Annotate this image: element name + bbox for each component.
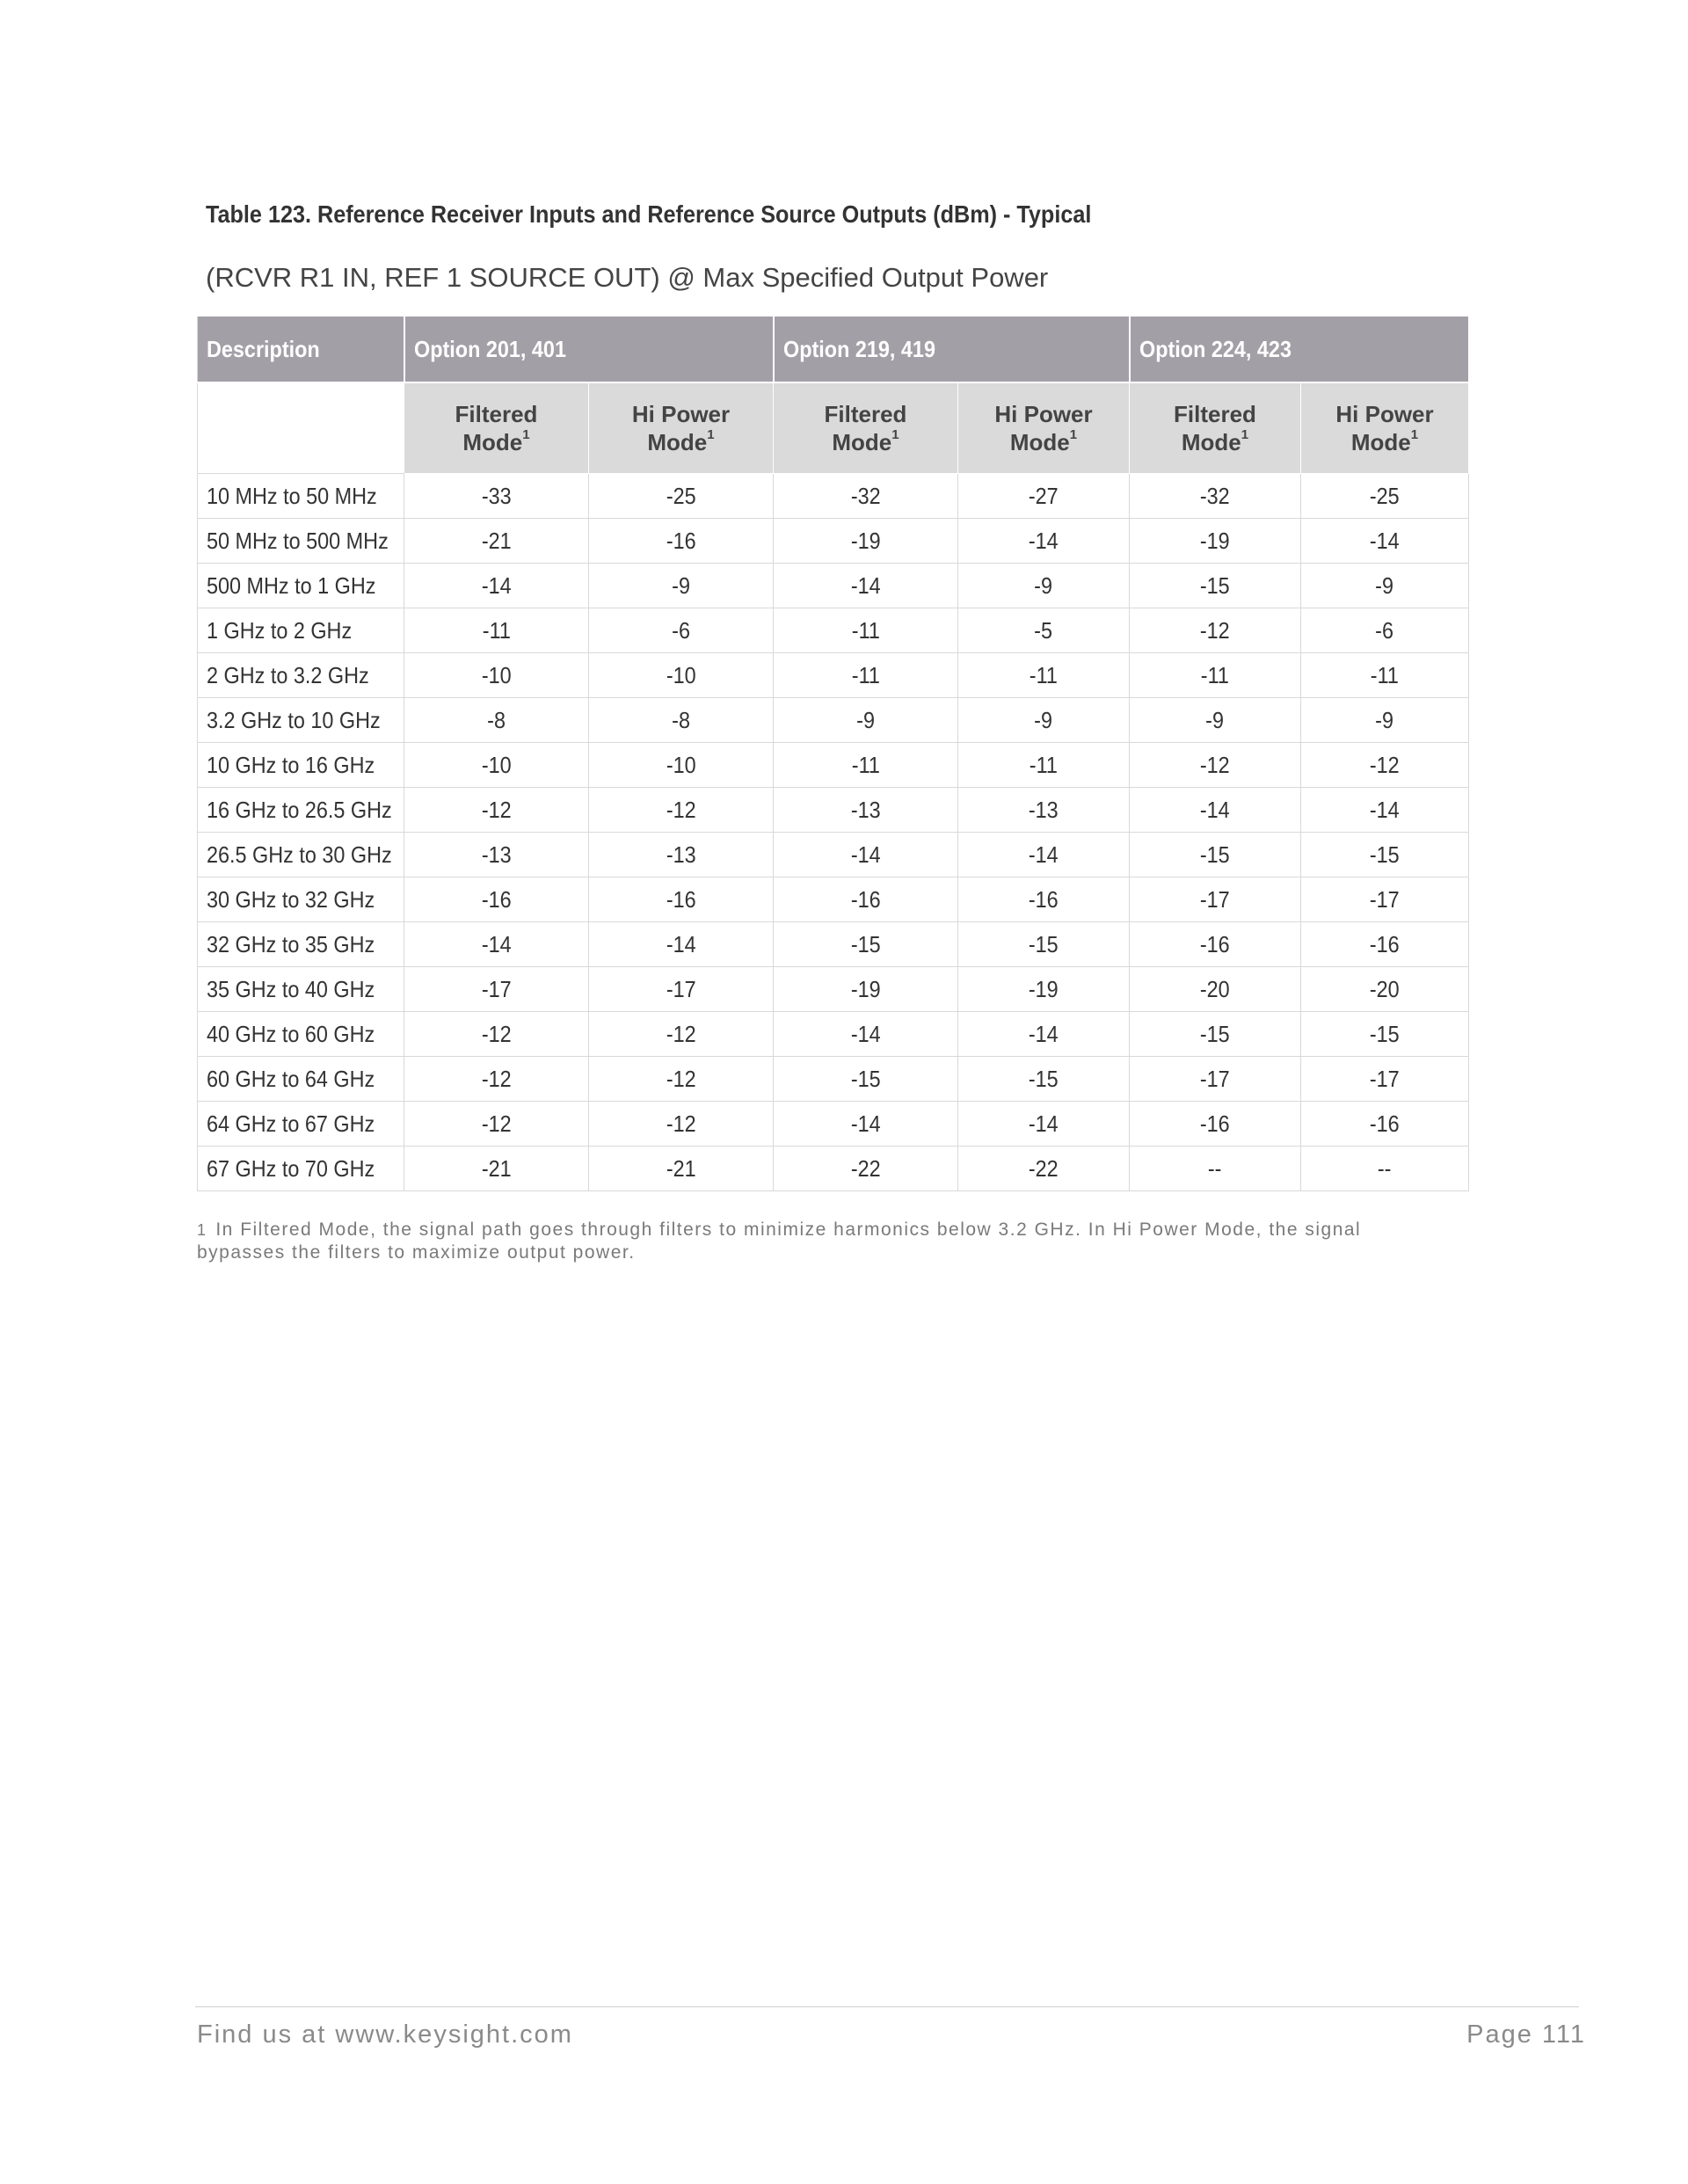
footnote <box>197 1219 1393 1264</box>
value-cell: -12 <box>1130 608 1301 653</box>
value-cell: -12 <box>404 1057 589 1102</box>
mode-label-line2: Mode$^1$ <box>832 427 899 455</box>
frequency-range-cell: 1 GHz to 2 GHz <box>198 608 404 653</box>
footnote-ref: 1 <box>1410 427 1419 442</box>
frequency-range-cell: 16 GHz to 26.5 GHz <box>198 788 404 833</box>
value-cell: -14 <box>404 922 589 967</box>
table-row <box>198 698 1469 743</box>
frequency-range-cell: 2 GHz to 3.2 GHz <box>198 653 404 698</box>
value-cell: -16 <box>589 519 774 564</box>
value-cell: -14 <box>958 1012 1130 1057</box>
value-cell: -19 <box>958 967 1130 1012</box>
value-cell: -17 <box>1301 1057 1469 1102</box>
table-row <box>198 1102 1469 1147</box>
table-row <box>198 922 1469 967</box>
footnote-ref: 1 <box>1241 427 1249 442</box>
value-cell: -20 <box>1301 967 1469 1012</box>
frequency-range-cell: 3.2 GHz to 10 GHz <box>198 698 404 743</box>
value-cell: -- <box>1301 1147 1469 1191</box>
mode-label-line1: Hi Power <box>631 401 731 427</box>
frequency-range-cell: 30 GHz to 32 GHz <box>198 877 404 922</box>
mode-label-line1: Filtered <box>455 401 538 427</box>
value-cell: -6 <box>1301 608 1469 653</box>
value-cell: -- <box>1130 1147 1301 1191</box>
value-cell: -14 <box>774 564 958 608</box>
value-cell: -22 <box>774 1147 958 1191</box>
table-row <box>198 564 1469 608</box>
value-cell: -17 <box>404 967 589 1012</box>
table-row <box>198 474 1469 519</box>
frequency-range-cell: 26.5 GHz to 30 GHz <box>198 833 404 877</box>
value-cell: -12 <box>589 1012 774 1057</box>
value-cell: -15 <box>774 1057 958 1102</box>
frequency-range-cell: 64 GHz to 67 GHz <box>198 1102 404 1147</box>
table-row <box>198 877 1469 922</box>
value-cell: -33 <box>404 474 589 519</box>
footnote-ref: 1 <box>891 427 899 442</box>
table-body <box>198 474 1469 1191</box>
frequency-range-cell: 50 MHz to 500 MHz <box>198 519 404 564</box>
value-cell: -21 <box>589 1147 774 1191</box>
value-cell: -9 <box>1130 698 1301 743</box>
footnote-ref: 1 <box>1069 427 1078 442</box>
table-row <box>198 788 1469 833</box>
footnote-mark: 1 <box>197 1221 207 1239</box>
value-cell: -19 <box>774 519 958 564</box>
header-group-row <box>198 317 1469 382</box>
value-cell: -9 <box>1301 698 1469 743</box>
value-cell: -9 <box>589 564 774 608</box>
value-cell: -15 <box>1130 833 1301 877</box>
value-cell: -13 <box>589 833 774 877</box>
value-cell: -10 <box>589 743 774 788</box>
value-cell: -13 <box>958 788 1130 833</box>
value-cell: -17 <box>1301 877 1469 922</box>
mode-label-line2: Mode$^1$ <box>647 427 715 455</box>
header-mode-cell <box>1301 382 1469 474</box>
value-cell: -14 <box>1301 788 1469 833</box>
header-mode-cell <box>1130 382 1301 474</box>
value-cell: -16 <box>958 877 1130 922</box>
header-mode-cell <box>774 382 958 474</box>
value-cell: -11 <box>1301 653 1469 698</box>
value-cell: -5 <box>958 608 1130 653</box>
value-cell: -14 <box>774 1012 958 1057</box>
value-cell: -25 <box>589 474 774 519</box>
mode-label-line1: Filtered <box>824 401 907 427</box>
table-row <box>198 519 1469 564</box>
value-cell: -16 <box>1130 922 1301 967</box>
value-cell: -12 <box>404 1012 589 1057</box>
mode-label-line2: Mode$^1$ <box>1009 427 1078 455</box>
header-mode-cell <box>589 382 774 474</box>
value-cell: -16 <box>774 877 958 922</box>
value-cell: -15 <box>774 922 958 967</box>
footnote-ref: 1 <box>707 427 715 442</box>
frequency-range-cell: 32 GHz to 35 GHz <box>198 922 404 967</box>
value-cell: -11 <box>774 743 958 788</box>
value-cell: -9 <box>958 698 1130 743</box>
value-cell: -27 <box>958 474 1130 519</box>
value-cell: -6 <box>589 608 774 653</box>
value-cell: -16 <box>1301 1102 1469 1147</box>
frequency-range-cell: 10 MHz to 50 MHz <box>198 474 404 519</box>
value-cell: -16 <box>589 877 774 922</box>
header-mode-row <box>198 382 1469 474</box>
frequency-range-cell: 10 GHz to 16 GHz <box>198 743 404 788</box>
value-cell: -14 <box>1130 788 1301 833</box>
footer-website: Find us at www.keysight.com <box>197 2020 573 2049</box>
value-cell: -12 <box>589 1057 774 1102</box>
footer-divider <box>195 2006 1579 2007</box>
value-cell: -21 <box>404 1147 589 1191</box>
value-cell: -16 <box>1130 1102 1301 1147</box>
value-cell: -12 <box>404 788 589 833</box>
page-number: Page 111 <box>1466 2020 1586 2049</box>
header-mode-cell <box>404 382 589 474</box>
value-cell: -22 <box>958 1147 1130 1191</box>
value-cell: -16 <box>1301 922 1469 967</box>
table-row <box>198 833 1469 877</box>
mode-label-line1: Hi Power <box>994 401 1093 427</box>
value-cell: -12 <box>1130 743 1301 788</box>
table-row <box>198 653 1469 698</box>
value-cell: -32 <box>774 474 958 519</box>
value-cell: -17 <box>1130 1057 1301 1102</box>
table-subtitle: (RCVR R1 IN, REF 1 SOURCE OUT) @ Max Specified Output Power <box>206 262 1049 293</box>
value-cell: -9 <box>1301 564 1469 608</box>
value-cell: -12 <box>1301 743 1469 788</box>
value-cell: -12 <box>589 1102 774 1147</box>
value-cell: -25 <box>1301 474 1469 519</box>
footnote-ref: 1 <box>522 427 530 442</box>
spec-table <box>197 317 1470 1191</box>
mode-label-line2: Mode$^1$ <box>462 427 530 455</box>
footnote-text: In Filtered Mode, the signal path goes through filters to minimize harmonics below 3.2 GHz. In Hi Power Mode, the signal bypasses the filters to maximize output power. <box>197 1219 1362 1263</box>
header-option-group: Option 224, 423 <box>1130 317 1469 382</box>
value-cell: -15 <box>958 1057 1130 1102</box>
value-cell: -32 <box>1130 474 1301 519</box>
value-cell: -10 <box>589 653 774 698</box>
header-mode-cell <box>958 382 1130 474</box>
header-blank-cell <box>198 382 404 474</box>
value-cell: -15 <box>958 922 1130 967</box>
frequency-range-cell: 500 MHz to 1 GHz <box>198 564 404 608</box>
value-cell: -21 <box>404 519 589 564</box>
value-cell: -12 <box>589 788 774 833</box>
value-cell: -14 <box>958 519 1130 564</box>
mode-label-line2: Mode$^1$ <box>1181 427 1249 455</box>
value-cell: -19 <box>774 967 958 1012</box>
value-cell: -15 <box>1301 1012 1469 1057</box>
value-cell: -9 <box>774 698 958 743</box>
value-cell: -11 <box>1130 653 1301 698</box>
value-cell: -11 <box>404 608 589 653</box>
value-cell: -14 <box>774 833 958 877</box>
value-cell: -11 <box>774 653 958 698</box>
value-cell: -11 <box>958 743 1130 788</box>
value-cell: -19 <box>1130 519 1301 564</box>
header-option-group: Option 201, 401 <box>404 317 774 382</box>
value-cell: -10 <box>404 653 589 698</box>
header-description: Description <box>198 317 404 382</box>
table-row <box>198 1147 1469 1191</box>
value-cell: -11 <box>774 608 958 653</box>
table-row <box>198 967 1469 1012</box>
mode-label-line2: Mode$^1$ <box>1350 427 1419 455</box>
value-cell: -14 <box>774 1102 958 1147</box>
value-cell: -16 <box>404 877 589 922</box>
table-row <box>198 743 1469 788</box>
value-cell: -14 <box>958 1102 1130 1147</box>
value-cell: -20 <box>1130 967 1301 1012</box>
value-cell: -8 <box>589 698 774 743</box>
table-row <box>198 1012 1469 1057</box>
value-cell: -14 <box>958 833 1130 877</box>
value-cell: -10 <box>404 743 589 788</box>
frequency-range-cell: 40 GHz to 60 GHz <box>198 1012 404 1057</box>
value-cell: -15 <box>1130 564 1301 608</box>
value-cell: -15 <box>1301 833 1469 877</box>
value-cell: -8 <box>404 698 589 743</box>
mode-label-line1: Filtered <box>1174 401 1256 427</box>
frequency-range-cell: 35 GHz to 40 GHz <box>198 967 404 1012</box>
value-cell: -11 <box>958 653 1130 698</box>
value-cell: -14 <box>1301 519 1469 564</box>
value-cell: -13 <box>404 833 589 877</box>
frequency-range-cell: 67 GHz to 70 GHz <box>198 1147 404 1191</box>
mode-label-line1: Hi Power <box>1335 401 1434 427</box>
value-cell: -9 <box>958 564 1130 608</box>
frequency-range-cell: 60 GHz to 64 GHz <box>198 1057 404 1102</box>
value-cell: -12 <box>404 1102 589 1147</box>
value-cell: -15 <box>1130 1012 1301 1057</box>
table-row <box>198 1057 1469 1102</box>
value-cell: -17 <box>1130 877 1301 922</box>
value-cell: -13 <box>774 788 958 833</box>
header-option-group: Option 219, 419 <box>774 317 1130 382</box>
table-title: Table 123. Reference Receiver Inputs and Reference Source Outputs (dBm) - Typical <box>206 200 1092 228</box>
value-cell: -14 <box>589 922 774 967</box>
table-row <box>198 608 1469 653</box>
value-cell: -17 <box>589 967 774 1012</box>
value-cell: -14 <box>404 564 589 608</box>
